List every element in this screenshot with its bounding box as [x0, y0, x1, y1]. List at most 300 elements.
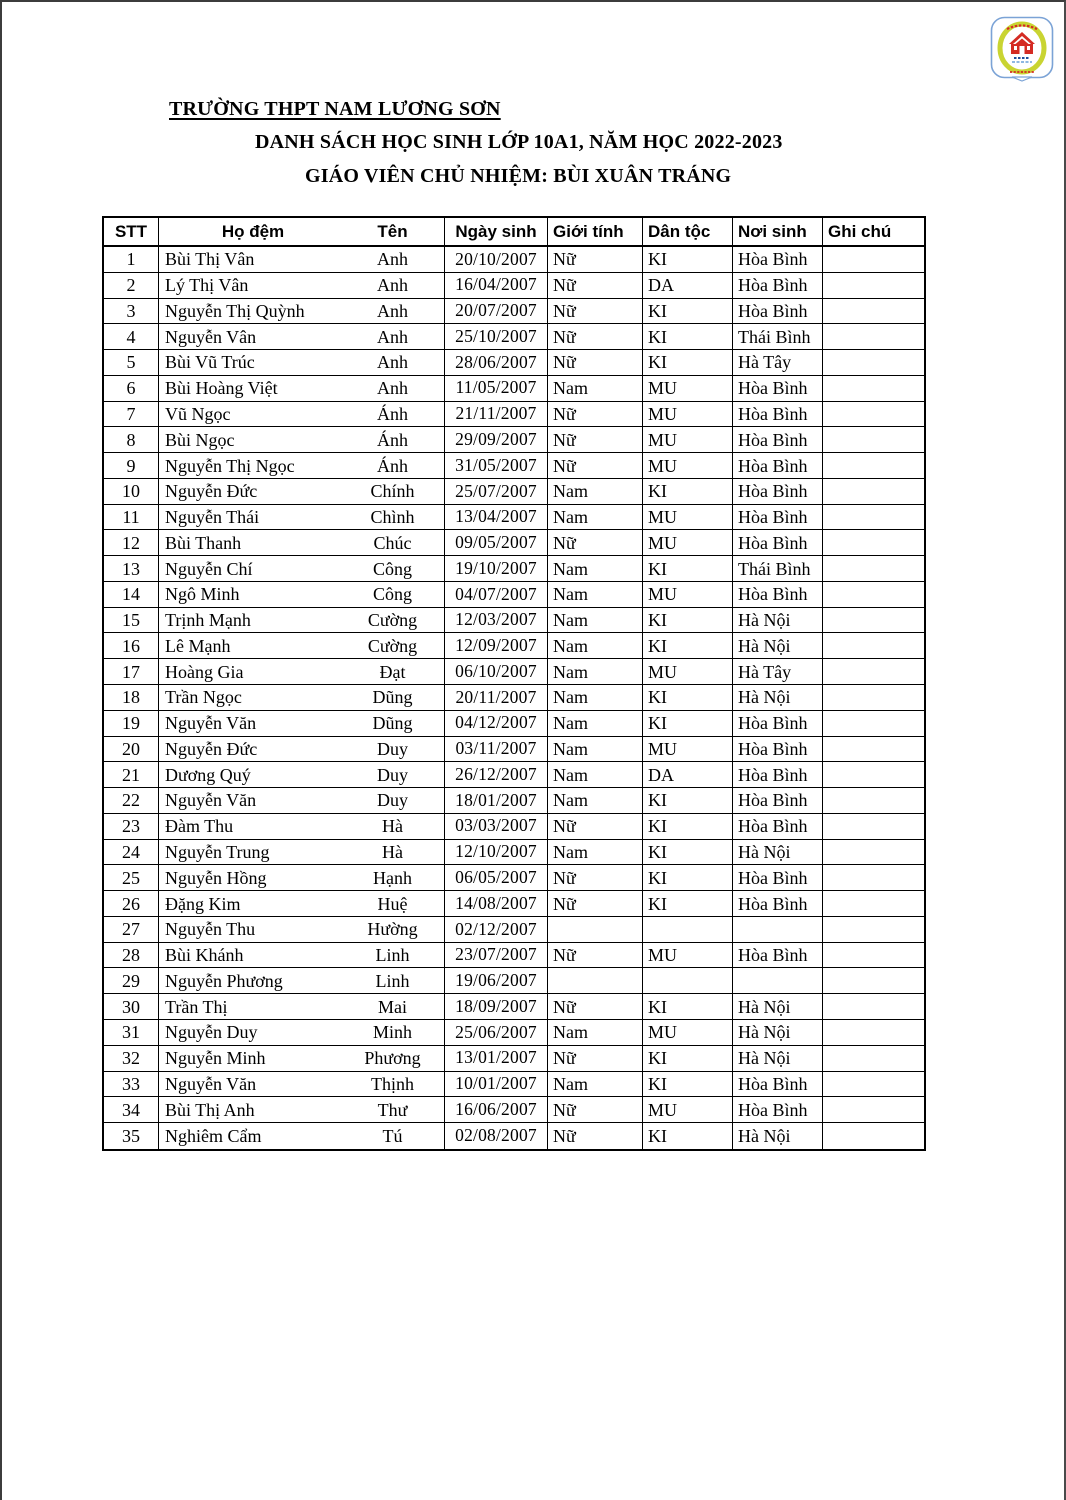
cell-ten: Thịnh [371, 1073, 414, 1094]
cell-name [159, 840, 445, 865]
cell-ten: Ánh [377, 403, 408, 424]
cell-name [159, 1123, 445, 1149]
cell-ngay-sinh: 23/07/2007 [445, 943, 548, 968]
header-name [159, 218, 445, 245]
cell-stt: 13 [104, 556, 159, 581]
table-row [104, 968, 924, 994]
table-row [104, 376, 924, 402]
cell-ho-dem: Lý Thị Vân [165, 275, 249, 296]
cell-gioi-tinh: Nữ [548, 247, 643, 272]
cell-gioi-tinh: Nữ [548, 324, 643, 349]
cell-gioi-tinh: Nữ [548, 865, 643, 890]
cell-dan-toc: KI [643, 556, 733, 581]
cell-ngay-sinh: 11/05/2007 [445, 376, 548, 401]
cell-name [159, 350, 445, 375]
cell-ngay-sinh: 20/07/2007 [445, 299, 548, 324]
cell-ten: Anh [377, 378, 408, 399]
cell-dan-toc [643, 917, 733, 942]
cell-ten: Hường [367, 919, 418, 940]
cell-name [159, 247, 445, 272]
cell-ho-dem: Nguyễn Duy [165, 1022, 258, 1043]
cell-stt: 31 [104, 1020, 159, 1045]
cell-ho-dem: Nguyễn Phương [165, 970, 283, 991]
cell-name [159, 788, 445, 813]
cell-ho-dem: Trịnh Mạnh [165, 610, 251, 631]
cell-name [159, 505, 445, 530]
cell-gioi-tinh: Nữ [548, 530, 643, 555]
cell-dan-toc: MU [643, 427, 733, 452]
table-header-row [104, 218, 924, 247]
cell-ho-dem: Nguyễn Hồng [165, 867, 267, 888]
cell-noi-sinh: Hòa Bình [733, 376, 823, 401]
cell-ngay-sinh: 29/09/2007 [445, 427, 548, 452]
cell-ngay-sinh: 20/11/2007 [445, 685, 548, 710]
cell-ten: Công [372, 584, 412, 605]
cell-gioi-tinh: Nữ [548, 1123, 643, 1149]
cell-ho-dem: Trần Thị [165, 996, 228, 1017]
cell-dan-toc: MU [643, 943, 733, 968]
cell-gioi-tinh: Nam [548, 737, 643, 762]
cell-gioi-tinh: Nữ [548, 402, 643, 427]
cell-dan-toc: MU [643, 1097, 733, 1122]
cell-gioi-tinh: Nam [548, 840, 643, 865]
table-row [104, 1097, 924, 1123]
cell-ngay-sinh: 03/11/2007 [445, 737, 548, 762]
cell-ghi-chu [823, 737, 924, 762]
cell-noi-sinh: Hà Nội [733, 994, 823, 1019]
cell-stt: 34 [104, 1097, 159, 1122]
cell-noi-sinh: Hòa Bình [733, 865, 823, 890]
cell-noi-sinh: Hòa Bình [733, 891, 823, 916]
cell-ngay-sinh: 04/07/2007 [445, 582, 548, 607]
cell-gioi-tinh: Nữ [548, 814, 643, 839]
cell-ten: Huệ [377, 893, 408, 914]
cell-gioi-tinh: Nữ [548, 427, 643, 452]
cell-ho-dem: Bùi Thanh [165, 532, 242, 553]
cell-noi-sinh: Hòa Bình [733, 943, 823, 968]
cell-noi-sinh: Hòa Bình [733, 273, 823, 298]
cell-noi-sinh: Hòa Bình [733, 427, 823, 452]
cell-ho-dem: Hoàng Gia [165, 661, 244, 682]
table-row [104, 350, 924, 376]
cell-gioi-tinh: Nam [548, 582, 643, 607]
cell-dan-toc: MU [643, 582, 733, 607]
cell-ho-dem: Nguyễn Chí [165, 558, 253, 579]
table-row [104, 479, 924, 505]
cell-ghi-chu [823, 659, 924, 684]
cell-ghi-chu [823, 608, 924, 633]
cell-name [159, 556, 445, 581]
cell-stt: 15 [104, 608, 159, 633]
cell-gioi-tinh: Nữ [548, 273, 643, 298]
cell-ten: Hà [382, 841, 403, 862]
cell-ghi-chu [823, 917, 924, 942]
cell-name [159, 943, 445, 968]
cell-dan-toc: KI [643, 1046, 733, 1071]
cell-ho-dem: Trần Ngọc [165, 687, 242, 708]
table-row [104, 917, 924, 943]
cell-ngay-sinh: 13/01/2007 [445, 1046, 548, 1071]
cell-ho-dem: Nguyễn Thu [165, 919, 256, 940]
cell-ngay-sinh: 12/03/2007 [445, 608, 548, 633]
cell-stt: 18 [104, 685, 159, 710]
cell-name [159, 685, 445, 710]
cell-ho-dem: Nguyễn Thị Ngọc [165, 455, 295, 476]
cell-ho-dem: Nguyễn Văn [165, 1073, 257, 1094]
cell-stt: 17 [104, 659, 159, 684]
cell-dan-toc: KI [643, 788, 733, 813]
table-row [104, 1123, 924, 1149]
cell-ten: Anh [377, 352, 408, 373]
cell-ho-dem: Lê Mạnh [165, 635, 231, 656]
cell-ho-dem: Nguyễn Đức [165, 481, 258, 502]
cell-ngay-sinh: 02/12/2007 [445, 917, 548, 942]
cell-ho-dem: Nguyễn Đức [165, 738, 258, 759]
cell-name [159, 453, 445, 478]
cell-dan-toc: MU [643, 453, 733, 478]
cell-stt: 3 [104, 299, 159, 324]
cell-gioi-tinh: Nam [548, 556, 643, 581]
cell-stt: 2 [104, 273, 159, 298]
cell-ten: Dũng [372, 687, 413, 708]
cell-dan-toc: KI [643, 633, 733, 658]
cell-gioi-tinh: Nữ [548, 994, 643, 1019]
table-row [104, 762, 924, 788]
cell-stt: 32 [104, 1046, 159, 1071]
cell-ngay-sinh: 25/10/2007 [445, 324, 548, 349]
cell-dan-toc [643, 968, 733, 993]
table-row [104, 530, 924, 556]
cell-ten: Hạnh [373, 867, 412, 888]
cell-gioi-tinh: Nam [548, 762, 643, 787]
cell-ghi-chu [823, 505, 924, 530]
cell-ten: Hà [382, 816, 403, 837]
header-dan-toc: Dân tộc [643, 218, 733, 245]
cell-stt: 24 [104, 840, 159, 865]
cell-stt: 33 [104, 1072, 159, 1097]
cell-name [159, 917, 445, 942]
cell-stt: 16 [104, 633, 159, 658]
cell-ghi-chu [823, 299, 924, 324]
header-gioi-tinh: Giới tính [548, 218, 643, 245]
cell-ten: Mai [378, 996, 407, 1017]
cell-ghi-chu [823, 762, 924, 787]
cell-ho-dem: Bùi Thị Anh [165, 1099, 255, 1120]
cell-stt: 23 [104, 814, 159, 839]
cell-ghi-chu [823, 402, 924, 427]
cell-ghi-chu [823, 1020, 924, 1045]
cell-ngay-sinh: 19/06/2007 [445, 968, 548, 993]
cell-stt: 22 [104, 788, 159, 813]
table-row [104, 556, 924, 582]
cell-ngay-sinh: 12/09/2007 [445, 633, 548, 658]
cell-gioi-tinh: Nam [548, 376, 643, 401]
cell-stt: 20 [104, 737, 159, 762]
cell-name [159, 737, 445, 762]
cell-ho-dem: Nguyễn Minh [165, 1048, 266, 1069]
cell-dan-toc: KI [643, 891, 733, 916]
cell-name [159, 711, 445, 736]
cell-ten: Duy [377, 790, 408, 811]
cell-dan-toc: KI [643, 840, 733, 865]
table-row [104, 427, 924, 453]
cell-noi-sinh: Hòa Bình [733, 788, 823, 813]
table-body [104, 247, 924, 1149]
cell-stt: 25 [104, 865, 159, 890]
cell-ngay-sinh: 04/12/2007 [445, 711, 548, 736]
cell-stt: 27 [104, 917, 159, 942]
cell-dan-toc: MU [643, 659, 733, 684]
cell-name [159, 994, 445, 1019]
cell-ghi-chu [823, 891, 924, 916]
cell-noi-sinh: Hà Nội [733, 608, 823, 633]
table-row [104, 324, 924, 350]
cell-stt: 5 [104, 350, 159, 375]
table-row [104, 711, 924, 737]
cell-noi-sinh: Hòa Bình [733, 479, 823, 504]
cell-gioi-tinh: Nữ [548, 453, 643, 478]
cell-ghi-chu [823, 814, 924, 839]
table-row [104, 840, 924, 866]
cell-ten: Chúc [373, 532, 412, 553]
cell-ghi-chu [823, 788, 924, 813]
table-row [104, 633, 924, 659]
table-row [104, 505, 924, 531]
cell-dan-toc: DA [643, 762, 733, 787]
cell-ten: Phương [364, 1048, 421, 1069]
cell-ho-dem: Nguyễn Trung [165, 841, 270, 862]
cell-noi-sinh [733, 968, 823, 993]
cell-ho-dem: Nguyễn Văn [165, 713, 257, 734]
cell-dan-toc: KI [643, 814, 733, 839]
cell-dan-toc: KI [643, 685, 733, 710]
cell-ghi-chu [823, 840, 924, 865]
cell-ngay-sinh: 09/05/2007 [445, 530, 548, 555]
page-title: DANH SÁCH HỌC SINH LỚP 10A1, NĂM HỌC 2022-2023 [255, 131, 783, 153]
cell-ho-dem: Bùi Khánh [165, 945, 244, 966]
cell-ho-dem: Nghiêm Cẩm [165, 1125, 262, 1146]
cell-stt: 11 [104, 505, 159, 530]
cell-ghi-chu [823, 1072, 924, 1097]
cell-ngay-sinh: 31/05/2007 [445, 453, 548, 478]
cell-ghi-chu [823, 453, 924, 478]
cell-stt: 9 [104, 453, 159, 478]
cell-noi-sinh: Hòa Bình [733, 762, 823, 787]
cell-stt: 1 [104, 247, 159, 272]
table-row [104, 273, 924, 299]
table-row [104, 1072, 924, 1098]
table-row [104, 814, 924, 840]
cell-ho-dem: Dương Quý [165, 764, 251, 785]
cell-ngay-sinh: 03/03/2007 [445, 814, 548, 839]
cell-gioi-tinh: Nam [548, 685, 643, 710]
cell-name [159, 762, 445, 787]
cell-noi-sinh: Hòa Bình [733, 1097, 823, 1122]
cell-dan-toc: KI [643, 865, 733, 890]
cell-ngay-sinh: 20/10/2007 [445, 247, 548, 272]
cell-noi-sinh: Hà Nội [733, 633, 823, 658]
table-row [104, 582, 924, 608]
table-row [104, 1046, 924, 1072]
cell-gioi-tinh: Nam [548, 659, 643, 684]
cell-ho-dem: Bùi Ngọc [165, 429, 235, 450]
table-row [104, 685, 924, 711]
cell-ngay-sinh: 25/07/2007 [445, 479, 548, 504]
cell-ten: Linh [375, 970, 410, 991]
cell-name [159, 865, 445, 890]
cell-ngay-sinh: 12/10/2007 [445, 840, 548, 865]
cell-ten: Cường [367, 635, 418, 656]
cell-gioi-tinh [548, 968, 643, 993]
cell-dan-toc: KI [643, 247, 733, 272]
cell-ten: Anh [377, 326, 408, 347]
cell-ngay-sinh: 14/08/2007 [445, 891, 548, 916]
cell-ghi-chu [823, 530, 924, 555]
cell-ngay-sinh: 26/12/2007 [445, 762, 548, 787]
student-table [102, 216, 926, 1151]
cell-ngay-sinh: 10/01/2007 [445, 1072, 548, 1097]
cell-ghi-chu [823, 1046, 924, 1071]
cell-ho-dem: Ngô Minh [165, 584, 240, 605]
cell-ghi-chu [823, 350, 924, 375]
table-row [104, 891, 924, 917]
header-ho-dem: Họ đệm [221, 222, 285, 241]
table-row [104, 994, 924, 1020]
cell-name [159, 814, 445, 839]
cell-noi-sinh: Hòa Bình [733, 247, 823, 272]
cell-name [159, 402, 445, 427]
cell-name [159, 324, 445, 349]
cell-ngay-sinh: 06/10/2007 [445, 659, 548, 684]
cell-ho-dem: Nguyễn Vân [165, 326, 257, 347]
cell-stt: 4 [104, 324, 159, 349]
table-row [104, 608, 924, 634]
cell-dan-toc: MU [643, 376, 733, 401]
cell-ngay-sinh: 21/11/2007 [445, 402, 548, 427]
cell-ngay-sinh: 18/01/2007 [445, 788, 548, 813]
header-stt: STT [104, 218, 159, 245]
cell-ho-dem: Đàm Thu [165, 816, 234, 837]
cell-name [159, 479, 445, 504]
header-ngay-sinh: Ngày sinh [445, 218, 548, 245]
cell-gioi-tinh: Nữ [548, 299, 643, 324]
cell-gioi-tinh: Nam [548, 1072, 643, 1097]
cell-ten: Anh [377, 249, 408, 270]
cell-gioi-tinh [548, 917, 643, 942]
cell-gioi-tinh: Nữ [548, 943, 643, 968]
cell-noi-sinh: Hòa Bình [733, 453, 823, 478]
cell-noi-sinh: Thái Bình [733, 324, 823, 349]
cell-ten: Tú [382, 1125, 403, 1146]
cell-noi-sinh: Hà Nội [733, 1123, 823, 1149]
cell-ngay-sinh: 28/06/2007 [445, 350, 548, 375]
cell-ten: Đạt [379, 661, 406, 682]
cell-noi-sinh: Hà Nội [733, 1046, 823, 1071]
cell-name [159, 530, 445, 555]
cell-name [159, 608, 445, 633]
cell-dan-toc: DA [643, 273, 733, 298]
cell-name [159, 273, 445, 298]
cell-ten: Anh [377, 300, 408, 321]
cell-noi-sinh: Hà Nội [733, 685, 823, 710]
cell-ten: Thư [377, 1099, 408, 1120]
cell-ngay-sinh: 13/04/2007 [445, 505, 548, 530]
cell-noi-sinh: Hòa Bình [733, 530, 823, 555]
cell-gioi-tinh: Nam [548, 633, 643, 658]
cell-ten: Chình [370, 507, 415, 528]
cell-dan-toc: KI [643, 350, 733, 375]
cell-gioi-tinh: Nam [548, 711, 643, 736]
cell-stt: 21 [104, 762, 159, 787]
cell-ten: Duy [377, 738, 408, 759]
cell-stt: 26 [104, 891, 159, 916]
cell-ghi-chu [823, 479, 924, 504]
cell-noi-sinh: Hòa Bình [733, 711, 823, 736]
cell-dan-toc: MU [643, 402, 733, 427]
cell-ho-dem: Đặng Kim [165, 893, 241, 914]
cell-ghi-chu [823, 376, 924, 401]
cell-ho-dem: Nguyễn Thái [165, 507, 260, 528]
cell-noi-sinh [733, 917, 823, 942]
cell-stt: 29 [104, 968, 159, 993]
cell-gioi-tinh: Nam [548, 1020, 643, 1045]
cell-gioi-tinh: Nam [548, 505, 643, 530]
cell-ngay-sinh: 18/09/2007 [445, 994, 548, 1019]
cell-ghi-chu [823, 273, 924, 298]
cell-ten: Cường [367, 610, 418, 631]
table-row [104, 402, 924, 428]
cell-ho-dem: Nguyễn Văn [165, 790, 257, 811]
cell-stt: 8 [104, 427, 159, 452]
cell-dan-toc: KI [643, 1123, 733, 1149]
table-row [104, 1020, 924, 1046]
cell-noi-sinh: Thái Bình [733, 556, 823, 581]
table-row [104, 659, 924, 685]
cell-ghi-chu [823, 994, 924, 1019]
cell-gioi-tinh: Nữ [548, 350, 643, 375]
cell-ho-dem: Bùi Hoàng Việt [165, 378, 278, 399]
cell-ten: Anh [377, 275, 408, 296]
cell-ghi-chu [823, 1097, 924, 1122]
cell-ghi-chu [823, 247, 924, 272]
cell-ngay-sinh: 16/06/2007 [445, 1097, 548, 1122]
cell-ten: Duy [377, 764, 408, 785]
cell-noi-sinh: Hà Tây [733, 350, 823, 375]
cell-ten: Chính [370, 481, 415, 502]
cell-ten: Ánh [377, 429, 408, 450]
cell-noi-sinh: Hòa Bình [733, 299, 823, 324]
cell-gioi-tinh: Nữ [548, 1097, 643, 1122]
cell-ngay-sinh: 25/06/2007 [445, 1020, 548, 1045]
cell-ghi-chu [823, 943, 924, 968]
cell-noi-sinh: Hòa Bình [733, 582, 823, 607]
cell-stt: 28 [104, 943, 159, 968]
cell-noi-sinh: Hòa Bình [733, 737, 823, 762]
cell-dan-toc: KI [643, 299, 733, 324]
cell-dan-toc: MU [643, 530, 733, 555]
cell-name [159, 1046, 445, 1071]
cell-ho-dem: Vũ Ngọc [165, 403, 231, 424]
cell-ghi-chu [823, 968, 924, 993]
cell-dan-toc: MU [643, 737, 733, 762]
cell-stt: 6 [104, 376, 159, 401]
cell-ten: Công [372, 558, 412, 579]
cell-ngay-sinh: 02/08/2007 [445, 1123, 548, 1149]
cell-ho-dem: Nguyễn Thị Quỳnh [165, 300, 305, 321]
cell-gioi-tinh: Nữ [548, 891, 643, 916]
cell-ghi-chu [823, 1123, 924, 1149]
cell-dan-toc: KI [643, 711, 733, 736]
